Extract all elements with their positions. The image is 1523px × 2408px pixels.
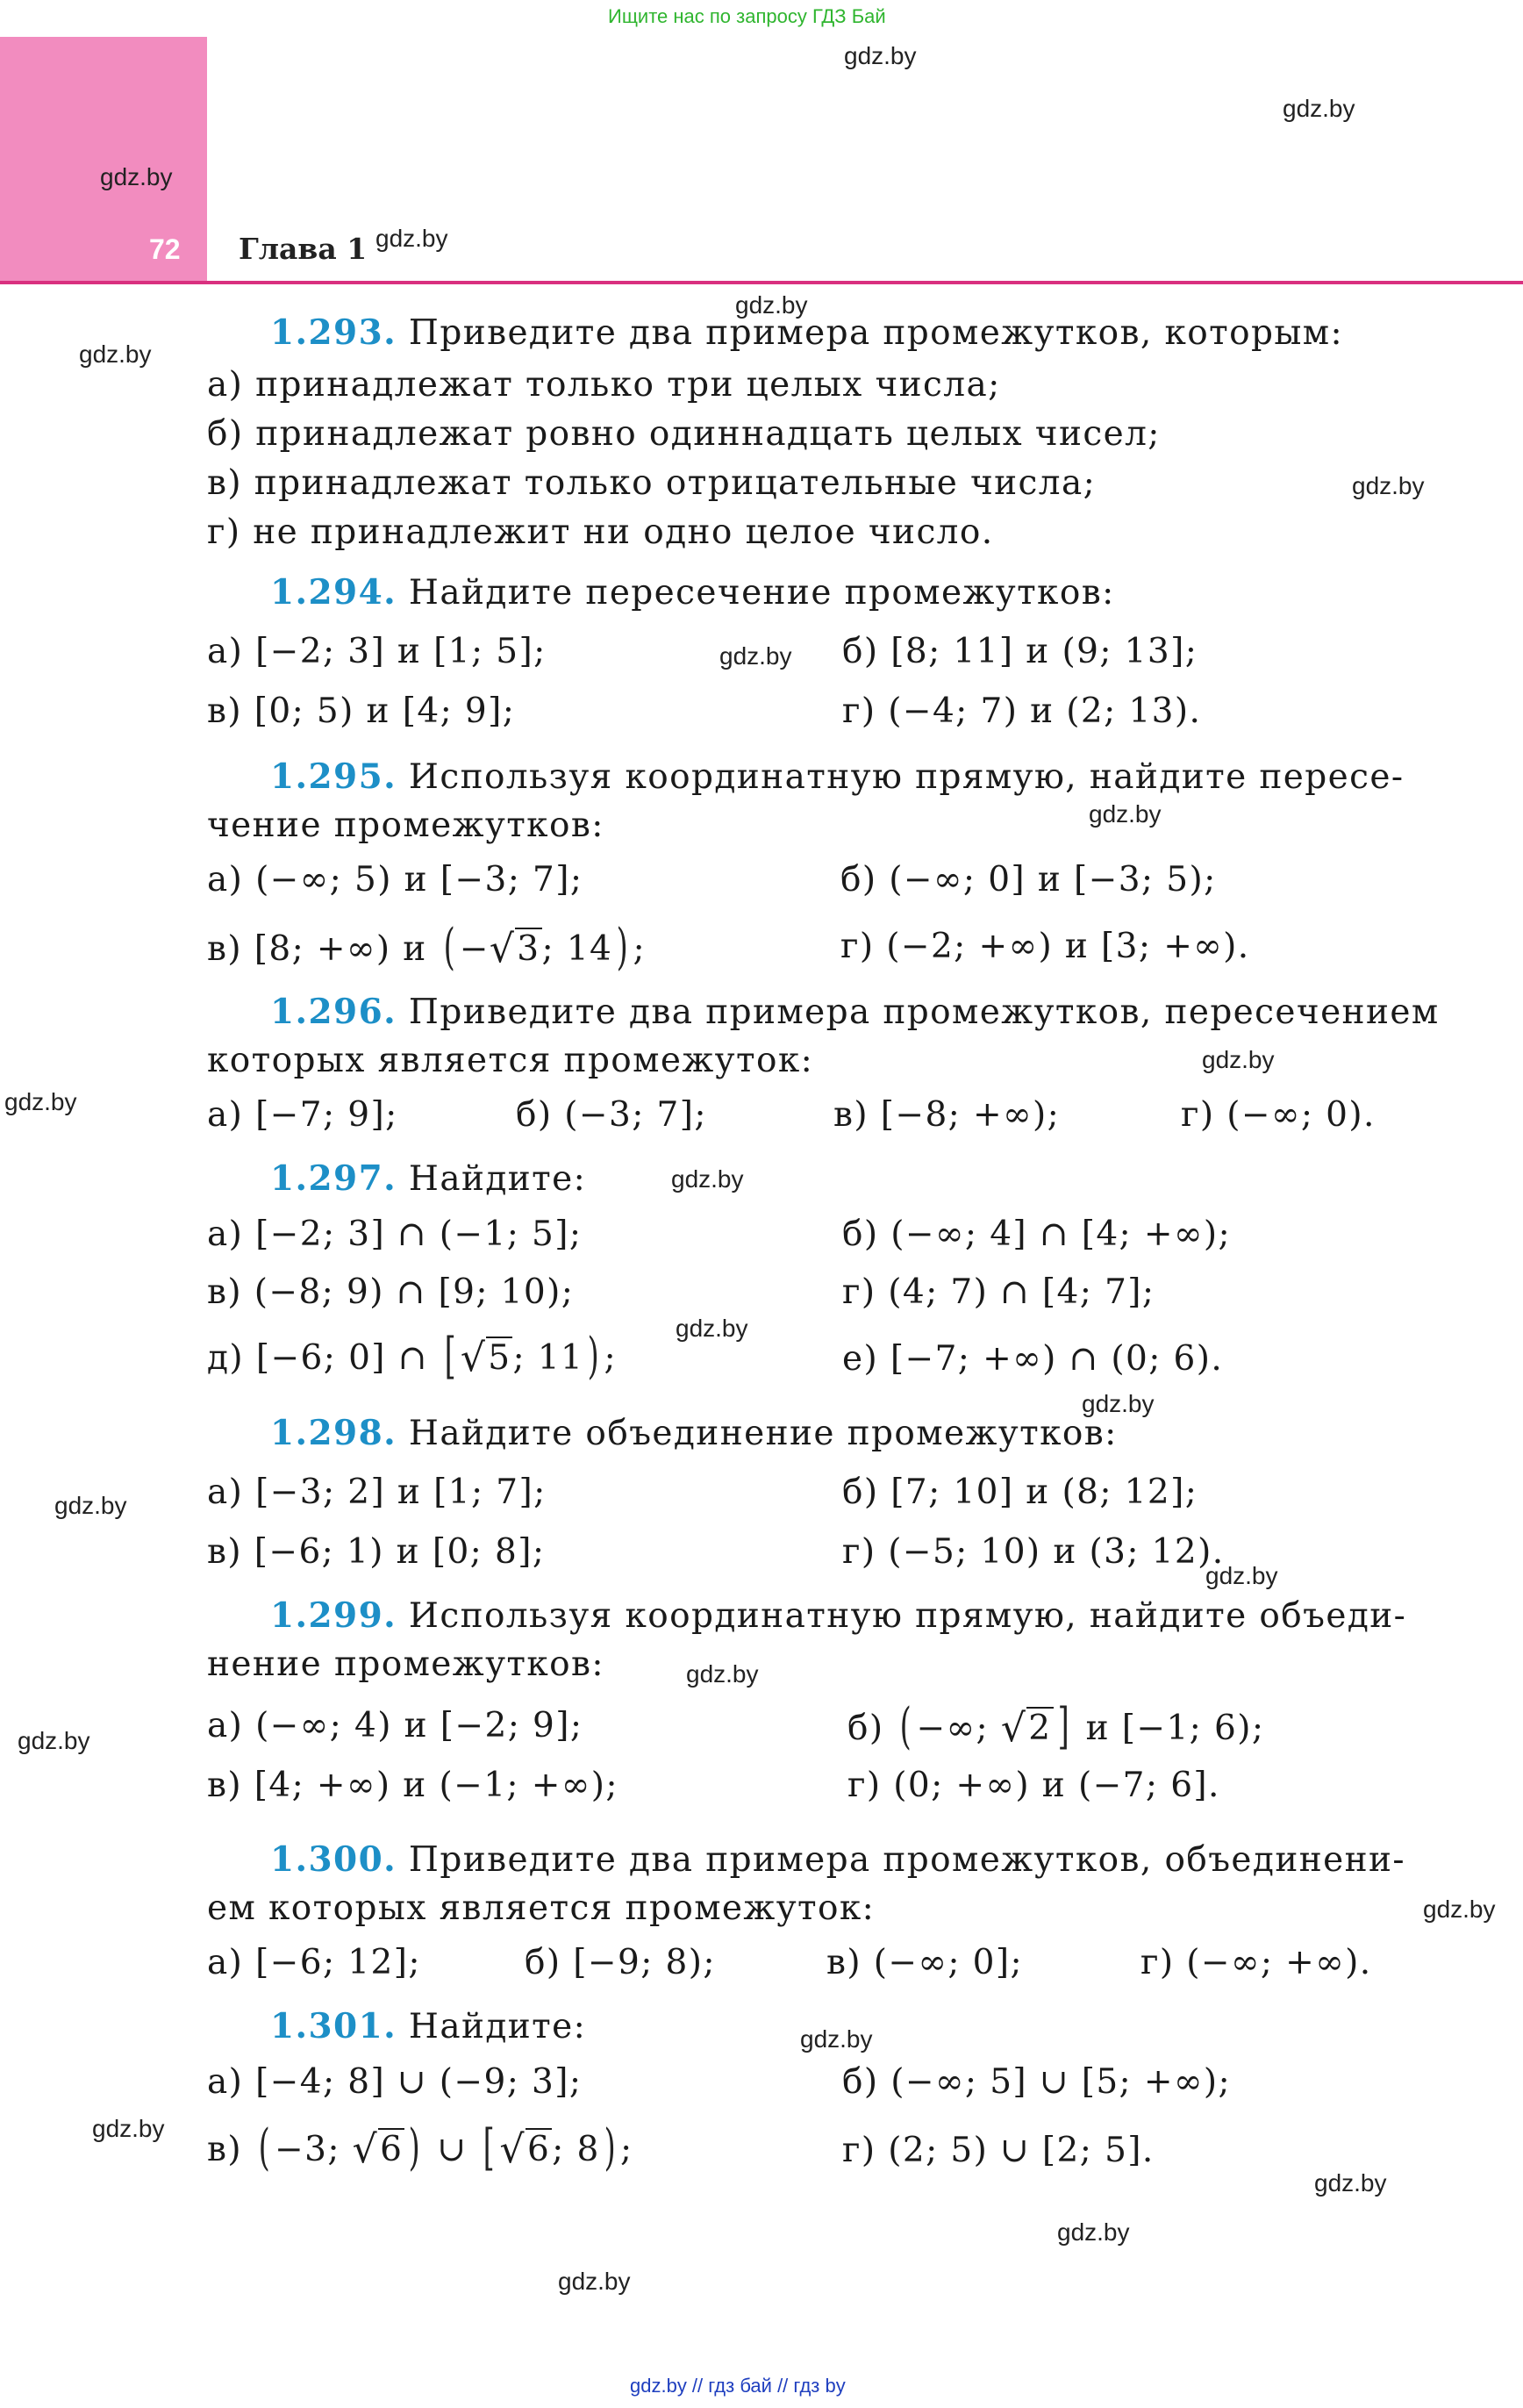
problem-1-299-heading-cont: нение промежутков: [207, 1645, 604, 1684]
watermark: gdz.by [1089, 800, 1162, 828]
problem-1-293-item-b: б) принадлежат ровно одиннадцать целых чисел; [207, 414, 1161, 454]
watermark: gdz.by [1205, 1562, 1278, 1589]
watermark: gdz.by [558, 2268, 631, 2295]
problem-1-295-item-b: б) (−∞; 0] и [−3; 5); [840, 860, 1217, 899]
problem-1-301-item-c: в) ( −3; √6 ) ∪ [ √6; 8) ; [207, 2119, 633, 2176]
problem-1-297-item-f: е) [−7; +∞) ∩ (0; 6). [842, 1339, 1224, 1379]
problem-1-293-item-a: а) принадлежат только три целых числа; [207, 365, 1001, 405]
problem-1-298-item-c: в) [−6; 1) и [0; 8]; [207, 1532, 546, 1572]
problem-1-299-item-b: б) ( −∞; √2 ] и [−1; 6); [847, 1698, 1265, 1755]
problem-1-294-item-a: а) [−2; 3] и [1; 5]; [207, 632, 547, 671]
problem-1-298-item-a: а) [−3; 2] и [1; 7]; [207, 1473, 547, 1512]
problem-1-296-item-b: б) (−3; 7]; [516, 1095, 707, 1135]
problem-1-301-item-d: г) (2; 5) ∪ [2; 5]. [842, 2131, 1155, 2170]
problem-1-297-item-d: г) (4; 7) ∩ [4; 7]; [842, 1272, 1155, 1312]
problem-1-295-item-d: г) (−2; +∞) и [3; +∞). [840, 927, 1250, 966]
problem-1-298-heading: 1.298. Найдите объединение промежутков: [270, 1413, 1118, 1453]
problem-1-293-item-d: г) не принадлежит ни одно целое число. [207, 512, 994, 552]
watermark: gdz.by [18, 1727, 90, 1754]
problem-1-300-item-b: б) [−9; 8); [525, 1943, 716, 1982]
problem-1-300-item-a: а) [−6; 12]; [207, 1943, 421, 1982]
watermark: gdz.by [671, 1165, 744, 1193]
problem-1-297-item-e: д) [−6; 0] ∩ [ √5; 11) ; [207, 1328, 618, 1385]
watermark: gdz.by [1352, 472, 1425, 499]
problem-1-296-item-c: в) [−8; +∞); [833, 1095, 1061, 1135]
watermark: gdz.by [92, 2115, 165, 2142]
problem-1-296-item-d: г) (−∞; 0). [1181, 1095, 1376, 1135]
top-banner: Ищите нас по запросу ГДЗ Бай [608, 5, 886, 27]
problem-1-298-item-d: г) (−5; 10) и (3; 12). [842, 1532, 1225, 1572]
watermark: gdz.by [1057, 2218, 1130, 2246]
problem-1-299-heading: 1.299. Используя координатную прямую, найдите объеди- [270, 1595, 1407, 1636]
problem-1-301-item-a: а) [−4; 8] ∪ (−9; 3]; [207, 2062, 583, 2102]
problem-1-294-item-d: г) (−4; 7) и (2; 13). [842, 692, 1202, 731]
problem-1-300-heading-cont: ем которых является промежуток: [207, 1888, 876, 1928]
problem-1-294-heading: 1.294. Найдите пересечение промежутков: [270, 572, 1115, 613]
problem-1-295-heading: 1.295. Используя координатную прямую, найдите пересе- [270, 756, 1405, 797]
problem-1-294-item-b: б) [8; 11] и (9; 13]; [842, 632, 1198, 671]
watermark: gdz.by [79, 340, 152, 368]
page-number: 72 [149, 233, 181, 265]
watermark: gdz.by [800, 2025, 873, 2053]
header-rule [0, 281, 1523, 284]
problem-1-296-item-a: а) [−7; 9]; [207, 1095, 398, 1135]
watermark: gdz.by [4, 1088, 77, 1115]
problem-1-300-item-d: г) (−∞; +∞). [1140, 1943, 1372, 1982]
problem-1-301-heading: 1.301. Найдите: [270, 2006, 587, 2046]
watermark: gdz.by [1082, 1390, 1155, 1417]
problem-1-295-heading-cont: чение промежутков: [207, 806, 604, 845]
watermark: gdz.by [1423, 1896, 1496, 1923]
problem-1-296-heading: 1.296. Приведите два примера промежутков, пересечением [270, 992, 1440, 1032]
watermark: gdz.by [676, 1315, 748, 1342]
problem-1-293-heading: 1.293. Приведите два примера промежутков, которым: [270, 312, 1344, 353]
problem-1-297-item-c: в) (−8; 9) ∩ [9; 10); [207, 1272, 575, 1312]
watermark: gdz.by [844, 42, 917, 69]
problem-1-297-item-b: б) (−∞; 4] ∩ [4; +∞); [842, 1215, 1231, 1254]
watermark: gdz.by [686, 1660, 759, 1688]
watermark: gdz.by [735, 291, 808, 319]
watermark: gdz.by [1202, 1046, 1275, 1073]
problem-1-296-heading-cont: которых является промежуток: [207, 1041, 814, 1080]
problem-1-295-item-c: в) [8; +∞) и ( −√3; 14) ; [207, 919, 647, 976]
problem-1-297-heading: 1.297. Найдите: [270, 1158, 587, 1199]
watermark: gdz.by [100, 163, 173, 190]
problem-1-293-item-c: в) принадлежат только отрицательные числа; [207, 463, 1097, 503]
watermark: gdz.by [719, 642, 792, 670]
footer-links[interactable]: gdz.by // гдз бай // гдз by [630, 2375, 846, 2397]
problem-1-295-item-a: а) (−∞; 5) и [−3; 7]; [207, 860, 583, 899]
problem-1-294-item-c: в) [0; 5) и [4; 9]; [207, 692, 516, 731]
problem-1-300-heading: 1.300. Приведите два примера промежутков, объединени- [270, 1839, 1405, 1880]
watermark: gdz.by [1314, 2169, 1387, 2197]
problem-1-299-item-c: в) [4; +∞) и (−1; +∞); [207, 1766, 618, 1805]
problem-1-299-item-a: а) (−∞; 4) и [−2; 9]; [207, 1706, 583, 1745]
problem-1-297-item-a: а) [−2; 3] ∩ (−1; 5]; [207, 1215, 583, 1254]
problem-1-300-item-c: в) (−∞; 0]; [826, 1943, 1024, 1982]
watermark: gdz.by [375, 225, 448, 252]
watermark: gdz.by [54, 1492, 127, 1519]
chapter-title: Глава 1 [239, 232, 368, 266]
watermark: gdz.by [1283, 95, 1355, 122]
problem-1-299-item-d: г) (0; +∞) и (−7; 6]. [847, 1766, 1220, 1805]
problem-1-301-item-b: б) (−∞; 5] ∪ [5; +∞); [842, 2062, 1231, 2102]
problem-1-298-item-b: б) [7; 10] и (8; 12]; [842, 1473, 1198, 1512]
